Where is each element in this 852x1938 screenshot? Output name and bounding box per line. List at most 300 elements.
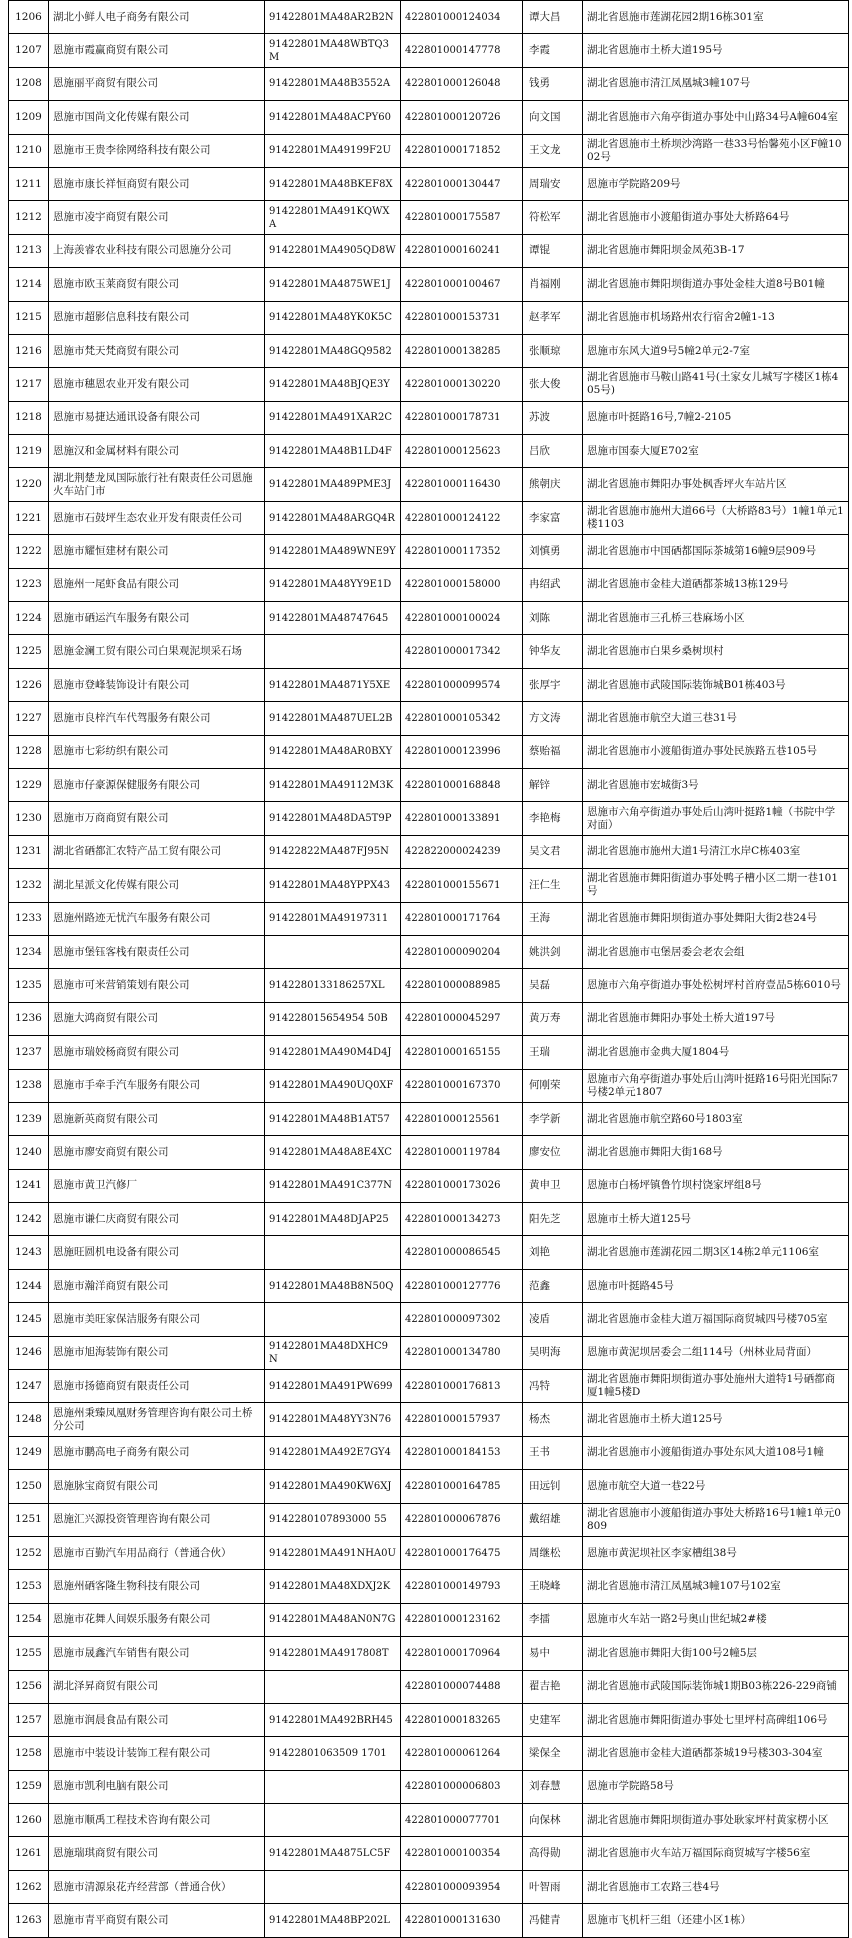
legal-representative-cell: 王海 bbox=[523, 902, 583, 935]
legal-representative-cell: 易中 bbox=[523, 1637, 583, 1670]
company-name-cell: 恩施市谦仁庆商贸有限公司 bbox=[49, 1203, 265, 1236]
table-row bbox=[9, 1102, 849, 1135]
credit-code-cell: 91422801MA48AN0N7G bbox=[265, 1603, 401, 1636]
credit-code-cell: 9142280107893000 55 bbox=[265, 1503, 401, 1536]
company-name-cell: 恩施金澜工贸有限公司白果观泥坝采石场 bbox=[49, 635, 265, 668]
registration-number-cell: 422801000149793 bbox=[401, 1570, 523, 1603]
row-number-cell: 1226 bbox=[9, 668, 49, 701]
company-name-cell: 恩施州硒客隆生物科技有限公司 bbox=[49, 1570, 265, 1603]
company-name-cell: 恩施市易捷达通讯设备有限公司 bbox=[49, 401, 265, 434]
legal-representative-cell: 张顺琼 bbox=[523, 334, 583, 367]
table-row bbox=[9, 735, 849, 768]
company-name-cell: 恩施市康长祥恒商贸有限公司 bbox=[49, 167, 265, 200]
row-number-cell: 1218 bbox=[9, 401, 49, 434]
company-name-cell: 上海羡睿农业科技有限公司恩施分公司 bbox=[49, 234, 265, 267]
registration-number-cell: 422801000134273 bbox=[401, 1203, 523, 1236]
company-name-cell: 恩施市仔豪源保健服务有限公司 bbox=[49, 768, 265, 801]
row-number-cell: 1253 bbox=[9, 1570, 49, 1603]
company-name-cell: 恩施市中装设计装饰工程有限公司 bbox=[49, 1737, 265, 1770]
credit-code-cell: 91422801MA48GQ9582 bbox=[265, 334, 401, 367]
legal-representative-cell: 吴明海 bbox=[523, 1336, 583, 1369]
address-cell: 湖北省恩施市工农路三巷4号 bbox=[583, 1870, 849, 1903]
registration-number-cell: 422801000183265 bbox=[401, 1703, 523, 1736]
address-cell: 湖北省恩施市中国硒都国际茶城第16幢9层909号 bbox=[583, 535, 849, 568]
table-row bbox=[9, 535, 849, 568]
address-cell: 恩施市黄泥坝社区李家槽组38号 bbox=[583, 1536, 849, 1569]
legal-representative-cell: 熊朝庆 bbox=[523, 468, 583, 501]
credit-code-cell: 91422801MA4875WE1J bbox=[265, 268, 401, 301]
address-cell: 恩施市六角亭街道办事处后山湾叶挺路16号阳光国际7号楼2单元1807 bbox=[583, 1069, 849, 1102]
registration-number-cell: 422801000123162 bbox=[401, 1603, 523, 1636]
table-row bbox=[9, 34, 849, 67]
legal-representative-cell: 钱勇 bbox=[523, 67, 583, 100]
table-row bbox=[9, 1269, 849, 1302]
company-name-cell: 恩施市超影信息科技有限公司 bbox=[49, 301, 265, 334]
credit-code-cell: 91422801MA48ACPY60 bbox=[265, 101, 401, 134]
address-cell: 湖北省恩施市小渡船街道办事处东风大道108号1幢 bbox=[583, 1436, 849, 1469]
credit-code-cell: 91422801MA491NHA0U bbox=[265, 1536, 401, 1569]
company-name-cell: 恩施州秉臻凤凰财务管理咨询有限公司土桥分公司 bbox=[49, 1403, 265, 1436]
company-name-cell: 恩施市硒运汽车服务有限公司 bbox=[49, 602, 265, 635]
company-name-cell: 恩施市青平商贸有限公司 bbox=[49, 1904, 265, 1937]
table-row bbox=[9, 1503, 849, 1536]
credit-code-cell: 91422801MA4875LC5F bbox=[265, 1837, 401, 1870]
registration-number-cell: 422801000130447 bbox=[401, 167, 523, 200]
table-row bbox=[9, 1770, 849, 1803]
registration-number-cell: 422801000173026 bbox=[401, 1169, 523, 1202]
address-cell: 湖北省恩施市舞阳大街100号2幢5层 bbox=[583, 1637, 849, 1670]
company-name-cell: 恩施市美旺家保洁服务有限公司 bbox=[49, 1303, 265, 1336]
address-cell: 湖北省恩施市三孔桥三巷麻场小区 bbox=[583, 602, 849, 635]
row-number-cell: 1223 bbox=[9, 568, 49, 601]
company-name-cell: 恩施市百勤汽车用品商行（普通合伙） bbox=[49, 1536, 265, 1569]
legal-representative-cell: 吴磊 bbox=[523, 969, 583, 1002]
company-name-cell: 恩施市手牵手汽车服务有限公司 bbox=[49, 1069, 265, 1102]
registration-number-cell: 422801000045297 bbox=[401, 1002, 523, 1035]
company-name-cell: 恩施大鸿商贸有限公司 bbox=[49, 1002, 265, 1035]
table-row bbox=[9, 1536, 849, 1569]
company-name-cell: 恩施市耀恒建材有限公司 bbox=[49, 535, 265, 568]
address-cell: 湖北省恩施市舞阳坝金凤苑3B-17 bbox=[583, 234, 849, 267]
company-name-cell: 恩施市霞赢商贸有限公司 bbox=[49, 34, 265, 67]
registration-number-cell: 422801000124122 bbox=[401, 501, 523, 534]
credit-code-cell: 91422801MA491C377N bbox=[265, 1169, 401, 1202]
company-name-cell: 恩施州路迹无忧汽车服务有限公司 bbox=[49, 902, 265, 935]
address-cell: 湖北省恩施市六角亭街道办事处中山路34号A幢604室 bbox=[583, 101, 849, 134]
table-row bbox=[9, 201, 849, 234]
address-cell: 湖北省恩施市舞阳坝街道办事处耿家坪村黄家楞小区 bbox=[583, 1804, 849, 1837]
company-name-cell: 恩施市顺禹工程技术咨询有限公司 bbox=[49, 1804, 265, 1837]
legal-representative-cell: 汪仁生 bbox=[523, 869, 583, 902]
legal-representative-cell: 冯健青 bbox=[523, 1904, 583, 1937]
address-cell: 恩施市土桥大道125号 bbox=[583, 1203, 849, 1236]
row-number-cell: 1263 bbox=[9, 1904, 49, 1937]
legal-representative-cell: 冉绍武 bbox=[523, 568, 583, 601]
registration-number-cell: 422801000100024 bbox=[401, 602, 523, 635]
legal-representative-cell: 王书 bbox=[523, 1436, 583, 1469]
registration-number-cell: 422801000125623 bbox=[401, 435, 523, 468]
row-number-cell: 1244 bbox=[9, 1269, 49, 1302]
address-cell: 湖北省恩施市航空大道三巷31号 bbox=[583, 702, 849, 735]
credit-code-cell: 91422801MA48B8N50Q bbox=[265, 1269, 401, 1302]
table-row bbox=[9, 1069, 849, 1102]
address-cell: 恩施市飞机杆三组（还建小区1栋） bbox=[583, 1904, 849, 1937]
row-number-cell: 1232 bbox=[9, 869, 49, 902]
company-name-cell: 恩施州一尾虾食品有限公司 bbox=[49, 568, 265, 601]
row-number-cell: 1215 bbox=[9, 301, 49, 334]
registration-number-cell: 422801000168848 bbox=[401, 768, 523, 801]
row-number-cell: 1224 bbox=[9, 602, 49, 635]
row-number-cell: 1238 bbox=[9, 1069, 49, 1102]
address-cell: 湖北省恩施市金典大厦1804号 bbox=[583, 1036, 849, 1069]
legal-representative-cell: 阳先芝 bbox=[523, 1203, 583, 1236]
registration-number-cell: 422801000077701 bbox=[401, 1804, 523, 1837]
table-row bbox=[9, 1804, 849, 1837]
row-number-cell: 1216 bbox=[9, 334, 49, 367]
legal-representative-cell: 解锌 bbox=[523, 768, 583, 801]
address-cell: 湖北省恩施市宏城街3号 bbox=[583, 768, 849, 801]
row-number-cell: 1231 bbox=[9, 835, 49, 868]
registration-number-cell: 422801000178731 bbox=[401, 401, 523, 434]
credit-code-cell: 91422801MA491KQWXA bbox=[265, 201, 401, 234]
company-name-cell: 恩施市鹏高电子商务有限公司 bbox=[49, 1436, 265, 1469]
registration-number-cell: 422801000138285 bbox=[401, 334, 523, 367]
address-cell: 湖北省恩施市机场路州农行宿舍2幢1-13 bbox=[583, 301, 849, 334]
address-cell: 恩施市黄泥坝居委会二组114号（州林业局背面） bbox=[583, 1336, 849, 1369]
legal-representative-cell: 周瑞安 bbox=[523, 167, 583, 200]
table-row bbox=[9, 1870, 849, 1903]
credit-code-cell bbox=[265, 1804, 401, 1837]
credit-code-cell bbox=[265, 1303, 401, 1336]
row-number-cell: 1209 bbox=[9, 101, 49, 134]
credit-code-cell: 91422801MA490M4D4J bbox=[265, 1036, 401, 1069]
legal-representative-cell: 王文龙 bbox=[523, 134, 583, 167]
company-name-cell: 恩施市润晨食品有限公司 bbox=[49, 1703, 265, 1736]
row-number-cell: 1222 bbox=[9, 535, 49, 568]
address-cell: 湖北省恩施市施州大道1号清江水岸C栋403室 bbox=[583, 835, 849, 868]
registration-number-cell: 422801000130220 bbox=[401, 368, 523, 401]
credit-code-cell: 91422801MA48B3552A bbox=[265, 67, 401, 100]
registration-number-cell: 422801000171764 bbox=[401, 902, 523, 935]
row-number-cell: 1228 bbox=[9, 735, 49, 768]
company-name-cell: 恩施市堡钰客栈有限责任公司 bbox=[49, 935, 265, 968]
address-cell: 湖北省恩施市金桂大道万福国际商贸城四号楼705室 bbox=[583, 1303, 849, 1336]
row-number-cell: 1254 bbox=[9, 1603, 49, 1636]
registration-number-cell: 422801000100354 bbox=[401, 1837, 523, 1870]
company-name-cell: 湖北星派文化传媒有限公司 bbox=[49, 869, 265, 902]
table-row bbox=[9, 134, 849, 167]
legal-representative-cell: 范鑫 bbox=[523, 1269, 583, 1302]
table-row bbox=[9, 301, 849, 334]
credit-code-cell: 91422801MA48BP202L bbox=[265, 1904, 401, 1937]
address-cell: 湖北省恩施市舞阳大街168号 bbox=[583, 1136, 849, 1169]
legal-representative-cell: 刘慎勇 bbox=[523, 535, 583, 568]
table-row bbox=[9, 1403, 849, 1436]
credit-code-cell bbox=[265, 1870, 401, 1903]
registration-number-cell: 422801000147778 bbox=[401, 34, 523, 67]
address-cell: 恩施市东风大道9号5幢2单元2-7室 bbox=[583, 334, 849, 367]
legal-representative-cell: 苏波 bbox=[523, 401, 583, 434]
row-number-cell: 1235 bbox=[9, 969, 49, 1002]
address-cell: 湖北省恩施市土桥大道195号 bbox=[583, 34, 849, 67]
registration-number-cell: 422801000086545 bbox=[401, 1236, 523, 1269]
row-number-cell: 1212 bbox=[9, 201, 49, 234]
address-cell: 恩施市白杨坪镇鲁竹坝村饶家坪组8号 bbox=[583, 1169, 849, 1202]
address-cell: 湖北省恩施市舞阳坝街道办事处金桂大道8号B01幢 bbox=[583, 268, 849, 301]
table-row bbox=[9, 1203, 849, 1236]
credit-code-cell: 91422801MA4871Y5XE bbox=[265, 668, 401, 701]
legal-representative-cell: 刘艳 bbox=[523, 1236, 583, 1269]
row-number-cell: 1242 bbox=[9, 1203, 49, 1236]
address-cell: 恩施市航空大道一巷22号 bbox=[583, 1470, 849, 1503]
company-name-cell: 湖北荆楚龙凤国际旅行社有限责任公司恩施火车站门市 bbox=[49, 468, 265, 501]
registration-number-cell: 422822000024239 bbox=[401, 835, 523, 868]
legal-representative-cell: 高得勋 bbox=[523, 1837, 583, 1870]
registration-number-cell: 422801000067876 bbox=[401, 1503, 523, 1536]
credit-code-cell: 91422801MA487UEL2B bbox=[265, 702, 401, 735]
registration-number-cell: 422801000125561 bbox=[401, 1102, 523, 1135]
legal-representative-cell: 吴文君 bbox=[523, 835, 583, 868]
credit-code-cell: 91422801MA48B1AT57 bbox=[265, 1102, 401, 1135]
row-number-cell: 1210 bbox=[9, 134, 49, 167]
table-row bbox=[9, 969, 849, 1002]
registration-number-cell: 422801000123996 bbox=[401, 735, 523, 768]
row-number-cell: 1213 bbox=[9, 234, 49, 267]
address-cell: 湖北省恩施市土桥大道125号 bbox=[583, 1403, 849, 1436]
registration-number-cell: 422801000175587 bbox=[401, 201, 523, 234]
table-row bbox=[9, 1370, 849, 1403]
table-row bbox=[9, 602, 849, 635]
company-name-cell: 恩施脉宝商贸有限公司 bbox=[49, 1470, 265, 1503]
row-number-cell: 1219 bbox=[9, 435, 49, 468]
table-row bbox=[9, 468, 849, 501]
row-number-cell: 1225 bbox=[9, 635, 49, 668]
legal-representative-cell: 叶智雨 bbox=[523, 1870, 583, 1903]
registration-number-cell: 422801000074488 bbox=[401, 1670, 523, 1703]
table-row bbox=[9, 1169, 849, 1202]
legal-representative-cell: 李艳梅 bbox=[523, 802, 583, 835]
company-name-cell: 恩施市七彩纺织有限公司 bbox=[49, 735, 265, 768]
table-row bbox=[9, 435, 849, 468]
company-name-cell: 恩施市凯利电脑有限公司 bbox=[49, 1770, 265, 1803]
credit-code-cell: 91422801MA48DJAP25 bbox=[265, 1203, 401, 1236]
legal-representative-cell: 肖福刚 bbox=[523, 268, 583, 301]
registration-number-cell: 422801000105342 bbox=[401, 702, 523, 735]
registration-number-cell: 422801000131630 bbox=[401, 1904, 523, 1937]
credit-code-cell: 91422801MA48WBTQ3M bbox=[265, 34, 401, 67]
registration-number-cell: 422801000176813 bbox=[401, 1370, 523, 1403]
company-name-cell: 恩施市扬德商贸有限责任公司 bbox=[49, 1370, 265, 1403]
legal-representative-cell: 谭大昌 bbox=[523, 1, 583, 34]
company-name-cell: 恩施旺圆机电设备有限公司 bbox=[49, 1236, 265, 1269]
table-row bbox=[9, 635, 849, 668]
table-row bbox=[9, 1236, 849, 1269]
credit-code-cell: 91422801MA48YY3N76 bbox=[265, 1403, 401, 1436]
table-row bbox=[9, 334, 849, 367]
address-cell: 湖北省恩施市小渡船街道办事处大桥路16号1幢1单元0809 bbox=[583, 1503, 849, 1536]
row-number-cell: 1206 bbox=[9, 1, 49, 34]
credit-code-cell: 91422801MA48ARGQ4R bbox=[265, 501, 401, 534]
registration-number-cell: 422801000165155 bbox=[401, 1036, 523, 1069]
credit-code-cell: 91422801MA48A8E4XC bbox=[265, 1136, 401, 1169]
address-cell: 湖北省恩施市小渡船街道办事处民族路五巷105号 bbox=[583, 735, 849, 768]
legal-representative-cell: 何刚荣 bbox=[523, 1069, 583, 1102]
legal-representative-cell: 凌盾 bbox=[523, 1303, 583, 1336]
table-row bbox=[9, 1136, 849, 1169]
address-cell: 湖北省恩施市施州大道66号（大桥路83号）1幢1单元1楼1103 bbox=[583, 501, 849, 534]
company-name-cell: 恩施汇兴源投资管理咨询有限公司 bbox=[49, 1503, 265, 1536]
address-cell: 湖北省恩施市屯堡居委会老农会组 bbox=[583, 935, 849, 968]
credit-code-cell: 91422801MA490KW6XJ bbox=[265, 1470, 401, 1503]
legal-representative-cell: 张厚宇 bbox=[523, 668, 583, 701]
credit-code-cell: 91422801MA490UQ0XF bbox=[265, 1069, 401, 1102]
table-row bbox=[9, 268, 849, 301]
row-number-cell: 1234 bbox=[9, 935, 49, 968]
row-number-cell: 1208 bbox=[9, 67, 49, 100]
table-row bbox=[9, 935, 849, 968]
credit-code-cell: 91422801MA48AR0BXY bbox=[265, 735, 401, 768]
address-cell: 恩施市学院路58号 bbox=[583, 1770, 849, 1803]
row-number-cell: 1262 bbox=[9, 1870, 49, 1903]
registration-number-cell: 422801000164785 bbox=[401, 1470, 523, 1503]
company-name-cell: 恩施市登峰装饰设计有限公司 bbox=[49, 668, 265, 701]
address-cell: 湖北省恩施市金桂大道硒都茶城19号楼303-304室 bbox=[583, 1737, 849, 1770]
legal-representative-cell: 蔡贻福 bbox=[523, 735, 583, 768]
row-number-cell: 1241 bbox=[9, 1169, 49, 1202]
legal-representative-cell: 田远钊 bbox=[523, 1470, 583, 1503]
table-row bbox=[9, 835, 849, 868]
row-number-cell: 1236 bbox=[9, 1002, 49, 1035]
credit-code-cell bbox=[265, 1670, 401, 1703]
address-cell: 湖北省恩施市莲湖花园二期3区14栋2单元1106室 bbox=[583, 1236, 849, 1269]
registration-number-cell: 422801000176475 bbox=[401, 1536, 523, 1569]
credit-code-cell: 91422801MA49197311 bbox=[265, 902, 401, 935]
table-row bbox=[9, 1336, 849, 1369]
row-number-cell: 1233 bbox=[9, 902, 49, 935]
company-name-cell: 恩施市晟鑫汽车销售有限公司 bbox=[49, 1637, 265, 1670]
table-row bbox=[9, 1837, 849, 1870]
address-cell: 湖北省恩施市火车站万福国际商贸城写字楼56室 bbox=[583, 1837, 849, 1870]
credit-code-cell bbox=[265, 635, 401, 668]
table-row bbox=[9, 768, 849, 801]
row-number-cell: 1249 bbox=[9, 1436, 49, 1469]
company-name-cell: 恩施市良梓汽车代驾服务有限公司 bbox=[49, 702, 265, 735]
address-cell: 恩施市国泰大厦E702室 bbox=[583, 435, 849, 468]
legal-representative-cell: 赵孝军 bbox=[523, 301, 583, 334]
address-cell: 恩施市学院路209号 bbox=[583, 167, 849, 200]
address-cell: 恩施市叶挺路16号,7幢2-2105 bbox=[583, 401, 849, 434]
registration-number-cell: 422801000100467 bbox=[401, 268, 523, 301]
table-row bbox=[9, 1036, 849, 1069]
row-number-cell: 1240 bbox=[9, 1136, 49, 1169]
address-cell: 湖北省恩施市武陵国际装饰城B01栋403号 bbox=[583, 668, 849, 701]
registration-number-cell: 422801000133891 bbox=[401, 802, 523, 835]
row-number-cell: 1251 bbox=[9, 1503, 49, 1536]
registration-number-cell: 422801000170964 bbox=[401, 1637, 523, 1670]
credit-code-cell: 91422801MA49199F2U bbox=[265, 134, 401, 167]
table-row bbox=[9, 101, 849, 134]
credit-code-cell: 91422801MA489WNE9Y bbox=[265, 535, 401, 568]
legal-representative-cell: 李霞 bbox=[523, 34, 583, 67]
legal-representative-cell: 周继松 bbox=[523, 1536, 583, 1569]
company-name-cell: 恩施汉和金属材料有限公司 bbox=[49, 435, 265, 468]
table-row bbox=[9, 1637, 849, 1670]
row-number-cell: 1214 bbox=[9, 268, 49, 301]
legal-representative-cell: 刘春慧 bbox=[523, 1770, 583, 1803]
row-number-cell: 1217 bbox=[9, 368, 49, 401]
address-cell: 湖北省恩施市土桥坝沙湾路一巷33号怡馨苑小区F幢1002号 bbox=[583, 134, 849, 167]
table-row bbox=[9, 1002, 849, 1035]
address-cell: 湖北省恩施市舞阳坝街道办事处舞阳大街2巷24号 bbox=[583, 902, 849, 935]
credit-code-cell: 91422801MA48BJQE3Y bbox=[265, 368, 401, 401]
registration-number-cell: 422801000171852 bbox=[401, 134, 523, 167]
credit-code-cell: 91422801MA48YY9E1D bbox=[265, 568, 401, 601]
company-name-cell: 恩施市廖安商贸有限公司 bbox=[49, 1136, 265, 1169]
table-row bbox=[9, 668, 849, 701]
table-row bbox=[9, 1436, 849, 1469]
row-number-cell: 1229 bbox=[9, 768, 49, 801]
registration-number-cell: 422801000093954 bbox=[401, 1870, 523, 1903]
table-row bbox=[9, 1703, 849, 1736]
legal-representative-cell: 王瑞 bbox=[523, 1036, 583, 1069]
legal-representative-cell: 李家富 bbox=[523, 501, 583, 534]
table-row bbox=[9, 1, 849, 34]
table-row bbox=[9, 1470, 849, 1503]
legal-representative-cell: 李学新 bbox=[523, 1102, 583, 1135]
row-number-cell: 1221 bbox=[9, 501, 49, 534]
registration-number-cell: 422801000153731 bbox=[401, 301, 523, 334]
company-name-cell: 恩施市瑞姣杨商贸有限公司 bbox=[49, 1036, 265, 1069]
row-number-cell: 1207 bbox=[9, 34, 49, 67]
legal-representative-cell: 史建军 bbox=[523, 1703, 583, 1736]
row-number-cell: 1239 bbox=[9, 1102, 49, 1135]
registration-number-cell: 422801000160241 bbox=[401, 234, 523, 267]
row-number-cell: 1261 bbox=[9, 1837, 49, 1870]
legal-representative-cell: 刘陈 bbox=[523, 602, 583, 635]
credit-code-cell: 91422801MA48DA5T9P bbox=[265, 802, 401, 835]
table-row bbox=[9, 501, 849, 534]
registration-number-cell: 422801000157937 bbox=[401, 1403, 523, 1436]
address-cell: 湖北省恩施市武陵国际装饰城1期B03栋226-229商铺 bbox=[583, 1670, 849, 1703]
credit-code-cell bbox=[265, 1770, 401, 1803]
company-name-cell: 恩施丽平商贸有限公司 bbox=[49, 67, 265, 100]
company-name-cell: 恩施市欧玉莱商贸有限公司 bbox=[49, 268, 265, 301]
company-name-cell: 恩施市黄卫汽修厂 bbox=[49, 1169, 265, 1202]
legal-representative-cell: 翟吉艳 bbox=[523, 1670, 583, 1703]
row-number-cell: 1243 bbox=[9, 1236, 49, 1269]
registration-number-cell: 422801000017342 bbox=[401, 635, 523, 668]
table-row bbox=[9, 368, 849, 401]
legal-representative-cell: 梁保全 bbox=[523, 1737, 583, 1770]
address-cell: 湖北省恩施市清江凤凰城3幢107号102室 bbox=[583, 1570, 849, 1603]
credit-code-cell: 91422801MA4917808T bbox=[265, 1637, 401, 1670]
table-row bbox=[9, 234, 849, 267]
credit-code-cell: 91422801MA48DXHC9N bbox=[265, 1336, 401, 1369]
company-name-cell: 恩施市王贵李徐网络科技有限公司 bbox=[49, 134, 265, 167]
credit-code-cell: 91422801MA491PW699 bbox=[265, 1370, 401, 1403]
credit-code-cell: 91422801MA48YK0K5C bbox=[265, 301, 401, 334]
legal-representative-cell: 张大俊 bbox=[523, 368, 583, 401]
legal-representative-cell: 杨杰 bbox=[523, 1403, 583, 1436]
company-name-cell: 恩施市清源泉花卉经营部（普通合伙） bbox=[49, 1870, 265, 1903]
address-cell: 湖北省恩施市舞阳街道办事处鸭子槽小区二期一巷101号 bbox=[583, 869, 849, 902]
legal-representative-cell: 戴绍雄 bbox=[523, 1503, 583, 1536]
credit-code-cell: 91422801MA48BKEF8X bbox=[265, 167, 401, 200]
legal-representative-cell: 向保林 bbox=[523, 1804, 583, 1837]
company-name-cell: 湖北泽昇商贸有限公司 bbox=[49, 1670, 265, 1703]
row-number-cell: 1237 bbox=[9, 1036, 49, 1069]
table-row bbox=[9, 869, 849, 902]
